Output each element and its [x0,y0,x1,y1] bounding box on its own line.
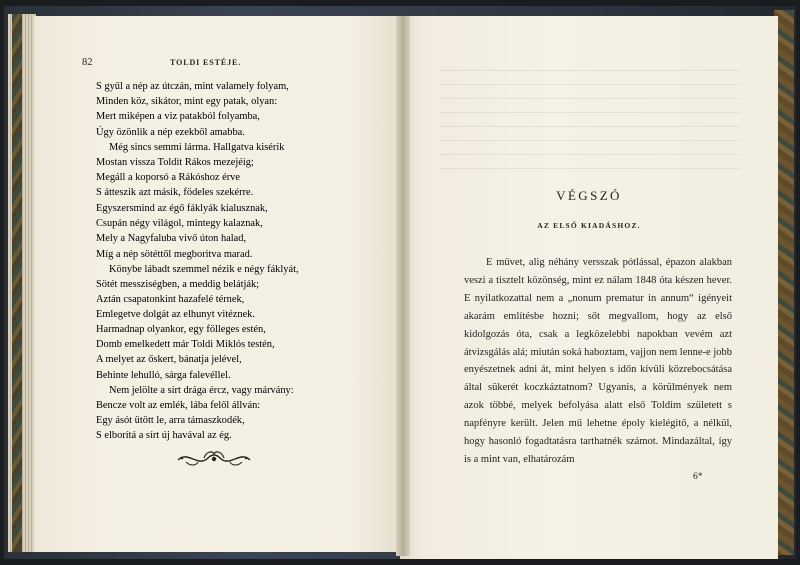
poem-line: S átteszik azt másik, födeles szekérre. [96,187,254,199]
poem-stanza-2 [96,201,299,323]
signature-mark: 6* [693,472,703,482]
poem-line: Emlegetve dolgát az elhunyt vitéznek. [96,309,255,321]
poem-line: Bencze volt az emlék, lába felől állván: [96,399,261,411]
afterword-text [464,254,732,469]
poem-line: Behinte lehulló, sárga falevéllel. [96,369,231,381]
poem-line: Mert miképen a viz patakból folyamba, [96,111,260,123]
poem-line: Csupán négy világol, mintegy kalaznak, [96,218,263,230]
poem-line: Úgy özönlik a nép ezekből amabba. [96,126,245,138]
poem-line: Domb emelkedett már Toldi Miklós testén, [96,339,275,351]
poem-line: Minden köz, sikátor, mint egy patak, olyan: [96,96,278,108]
poem-stanza-3 [96,322,294,444]
poem-line: Egyszersmind az égő fáklyák kialusznak, [96,203,268,214]
poem-line: Még sincs semmi lárma. Hallgatva kisérik [109,141,285,153]
poem-line: S gyűl a nép az útczán, mint valamely folyam, [96,81,289,92]
poem-line: Nem jelölte a sírt drága ércz, vagy márvány: [109,384,294,396]
poem-line: Megáll a koporsó a Rákóshoz érve [96,172,240,184]
afterword-subtitle: AZ ELSŐ KIADÁSHOZ. [537,221,641,230]
poem-line: Mely a Nagyfaluba vivő úton halad, [96,233,247,245]
paragraph: E művet, alig néhány versszak pótlással, épazon alakban veszi a tisztelt közönség, mint ez nálam 1848 óta készen hever. E nyilatkozattal nem a „nonum prematur in annum“ igényeit akarám említésbe hozni; sőt megvallom, hogy az első kidolgozás óta, csak a legközelebbi napokban vevém azt átvizsgálás alá; miután soká haboztam, vajjon nem lenne-e jobb enyészetnek adni át, mint helyen s időn kívüli közrebocsátása által sükerét koczkáztatnom? Ugyanis, a körülmények nem azok többé, melyek befolyása alatt első Toldim született s napfényre került. Jelen mű lehetne époly kielégitő, a nélkül, hogy hasonló fogadtatásra tarthatnék számot. Mindazáltal, így is a mint van, elhatározám [464,257,732,465]
fleuron-ornament-icon [174,446,254,470]
poem-line: Míg a nép sötéttől megboritva marad. [96,248,253,260]
poem-line: Mostan vissza Toldit Rákos mezejéig; [96,156,254,168]
page-number: 82 [82,57,93,68]
poem-line: Sötét messziségben, a meddig belátják; [96,278,260,290]
marbled-edge-left [12,14,22,552]
show-through-text [440,70,740,170]
poem-line: Harmadnap olyankor, egy fölleges estén, [96,324,266,335]
left-page-header [82,57,392,71]
book-gutter [396,16,410,556]
poem-line: Könybe lábadt szemmel nézik e négy fáklyát, [109,263,299,275]
afterword-title: VÉGSZÓ [556,188,622,203]
running-title: TOLDI ESTÉJE. [170,58,242,67]
poem-line: Aztán csapatonkint hazafelé térnek, [96,294,245,306]
poem-stanza-1 [96,79,289,201]
poem-line: Egy ásót ütött le, arra támaszkodék, [96,415,245,427]
poem-line: S elborítá a sírt új havával az ég. [96,430,232,442]
poem-line: A melyet az őskert, bánatja jelével, [96,354,242,366]
